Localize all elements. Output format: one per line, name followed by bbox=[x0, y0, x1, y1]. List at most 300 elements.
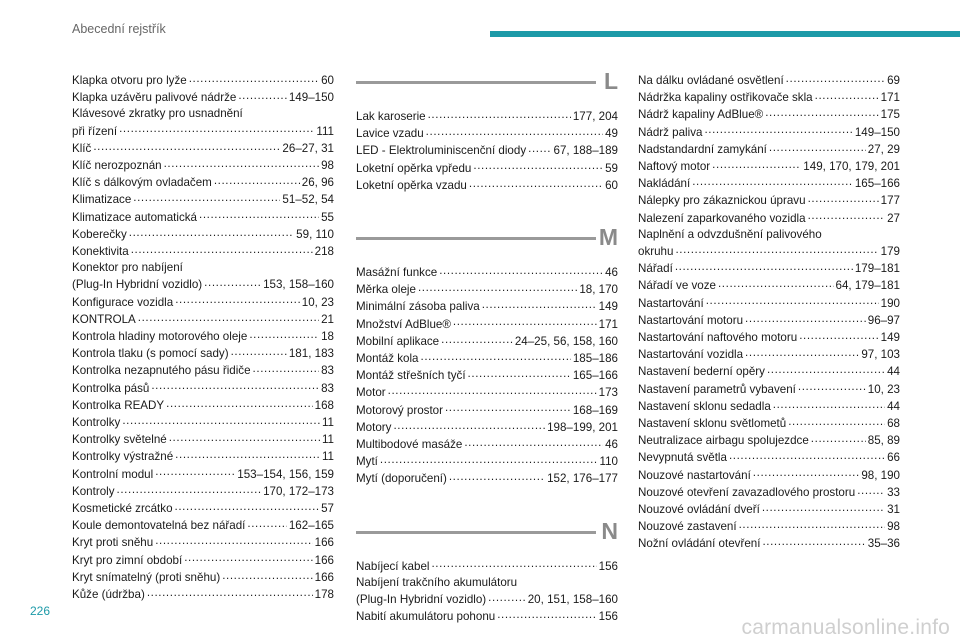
index-entry bbox=[72, 517, 334, 534]
index-entry-pages: 162–165 bbox=[288, 519, 334, 533]
index-entry-pages: 166 bbox=[314, 570, 334, 584]
index-entry-term: Konfigurace vozidla bbox=[72, 295, 174, 309]
dot-leader bbox=[428, 108, 571, 120]
index-entry-pages: 26–27, 31 bbox=[282, 141, 334, 155]
index-entry-pages: 156 bbox=[598, 559, 618, 573]
dot-leader bbox=[418, 281, 577, 293]
dot-leader bbox=[204, 276, 261, 288]
index-entry-term: Měrka oleje bbox=[356, 283, 416, 297]
index-entry bbox=[356, 160, 618, 177]
index-entry-term: Nastartování bbox=[638, 296, 704, 310]
dot-leader bbox=[175, 448, 320, 460]
dot-leader bbox=[222, 569, 312, 581]
index-entry-term: Nádrž kapaliny AdBlue® bbox=[638, 108, 764, 122]
index-entry-pages: 110 bbox=[599, 455, 618, 469]
index-entry-term: Mytí bbox=[356, 455, 378, 469]
index-entry bbox=[72, 243, 334, 260]
index-entry-pages: 46 bbox=[605, 266, 618, 280]
index-entry bbox=[356, 402, 618, 419]
index-entry-pages: 166 bbox=[314, 553, 334, 567]
dot-leader bbox=[431, 558, 596, 570]
index-entry-term: Nastavení bederní opěry bbox=[638, 365, 765, 379]
index-entry bbox=[638, 312, 900, 329]
dot-leader bbox=[767, 363, 885, 375]
section-heading bbox=[356, 68, 618, 104]
index-entry-term: Nářadí ve voze bbox=[638, 279, 716, 293]
index-entry-term-line: Konektor pro nabíjení bbox=[72, 261, 183, 275]
index-entry bbox=[72, 294, 334, 311]
index-entry bbox=[638, 72, 900, 89]
index-entry bbox=[356, 298, 618, 315]
dot-leader bbox=[426, 125, 603, 137]
index-entry-term: Klapka otvoru pro lyže bbox=[72, 74, 187, 87]
index-entry-pages: 198–199, 201 bbox=[547, 420, 618, 434]
index-entry-pages: 44 bbox=[887, 365, 900, 379]
index-entry bbox=[72, 397, 334, 414]
index-entry-term: KONTROLA bbox=[72, 312, 136, 326]
dot-leader bbox=[175, 500, 320, 512]
dot-leader bbox=[808, 192, 879, 204]
index-entry-term: Množství AdBlue® bbox=[356, 317, 451, 331]
index-entry-pages: 168–169 bbox=[572, 403, 618, 417]
watermark: carmanualsonline.info bbox=[741, 616, 950, 639]
index-entry-term: Neutralizace airbagu spolujezdce bbox=[638, 434, 809, 448]
index-entry-term: Masážní funkce bbox=[356, 266, 438, 280]
dot-leader bbox=[704, 124, 852, 136]
dot-leader bbox=[753, 467, 860, 479]
index-entry bbox=[356, 108, 618, 125]
index-entry bbox=[638, 295, 900, 312]
index-entry-pages: 179 bbox=[880, 245, 900, 259]
index-entry-term: Koberečky bbox=[72, 227, 127, 241]
index-entry-pages: 57 bbox=[321, 502, 334, 516]
dot-leader bbox=[497, 608, 596, 620]
index-entry bbox=[356, 142, 618, 159]
dot-leader bbox=[453, 316, 597, 328]
index-entry-pages: 179–181 bbox=[854, 262, 900, 276]
index-entry-pages: 24–25, 56, 158, 160 bbox=[514, 334, 618, 348]
dot-leader bbox=[214, 174, 300, 186]
index-column-3 bbox=[638, 72, 900, 553]
index-entry bbox=[638, 158, 900, 175]
index-entry-pages: 166 bbox=[314, 536, 334, 550]
index-entry-pages: 27 bbox=[887, 211, 900, 225]
index-entry bbox=[638, 124, 900, 141]
dot-leader bbox=[468, 367, 571, 379]
index-entry-term: Nádržka kapaliny ostřikovače skla bbox=[638, 91, 813, 105]
index-entry-term: Nabití akumulátoru pohonu bbox=[356, 610, 496, 624]
index-entry bbox=[356, 608, 618, 625]
index-entry-pages: 168 bbox=[314, 398, 334, 412]
dot-leader bbox=[247, 517, 286, 529]
section-heading bbox=[356, 224, 618, 260]
dot-leader bbox=[449, 470, 545, 482]
index-entry bbox=[638, 141, 900, 158]
dot-leader bbox=[786, 72, 885, 84]
index-entry-term: Kontroly bbox=[72, 484, 115, 498]
index-entry bbox=[638, 449, 900, 466]
index-entry bbox=[72, 448, 334, 465]
section-heading bbox=[356, 518, 618, 554]
index-entry-pages: 171 bbox=[880, 91, 900, 105]
index-entry bbox=[638, 243, 900, 260]
index-entry bbox=[638, 432, 900, 449]
dot-leader bbox=[675, 243, 878, 255]
index-entry bbox=[356, 384, 618, 401]
index-entry-term: Motory bbox=[356, 420, 392, 434]
dot-leader bbox=[421, 350, 571, 362]
index-entry bbox=[72, 362, 334, 379]
index-entry-pages: 171 bbox=[598, 317, 618, 331]
index-entry bbox=[356, 333, 618, 350]
dot-leader bbox=[773, 398, 885, 410]
index-entry-term: Nadstandardní zamykání bbox=[638, 142, 767, 156]
index-entry-pages: 68 bbox=[887, 417, 900, 431]
dot-leader bbox=[482, 298, 597, 310]
index-entry-term: Motor bbox=[356, 386, 386, 400]
index-entry-term: Naftový motor bbox=[638, 160, 711, 174]
dot-leader bbox=[729, 449, 885, 461]
index-entry-pages: 26, 96 bbox=[301, 176, 334, 190]
dot-leader bbox=[249, 328, 319, 340]
index-entry-term: Kontrolky světelné bbox=[72, 433, 167, 447]
dot-leader bbox=[122, 414, 320, 426]
index-entry-pages: 177 bbox=[880, 194, 900, 208]
index-entry-pages: 165–166 bbox=[572, 369, 618, 383]
index-entry-pages: 83 bbox=[321, 364, 334, 378]
index-entry-pages: 46 bbox=[605, 438, 618, 452]
index-entry bbox=[72, 534, 334, 551]
index-entry-term: Nouzové otevření zavazadlového prostoru bbox=[638, 485, 856, 499]
index-entry-term: Nabíjecí kabel bbox=[356, 559, 430, 573]
dot-leader bbox=[380, 453, 598, 465]
dot-leader bbox=[739, 518, 885, 530]
index-entry-term: Kontrolka pásů bbox=[72, 381, 150, 395]
index-entry bbox=[638, 106, 900, 123]
dot-leader bbox=[464, 436, 603, 448]
index-entry-term: Montáž kola bbox=[356, 352, 419, 366]
index-entry-term: Klíč nerozpoznán bbox=[72, 159, 162, 173]
index-entry-term: Mobilní aplikace bbox=[356, 334, 440, 348]
index-entry-pages: 98 bbox=[887, 520, 900, 534]
index-entry-term: Nakládání bbox=[638, 177, 691, 191]
index-column-2 bbox=[356, 68, 618, 625]
index-entry-pages: 173 bbox=[598, 386, 618, 400]
index-entry-pages: 11 bbox=[321, 433, 334, 447]
dot-leader bbox=[117, 483, 262, 495]
index-entry-pages: 44 bbox=[887, 399, 900, 413]
dot-leader bbox=[675, 260, 853, 272]
index-entry bbox=[638, 277, 900, 294]
dot-leader bbox=[712, 158, 801, 170]
dot-leader bbox=[445, 402, 571, 414]
dot-leader bbox=[155, 534, 312, 546]
index-entry bbox=[72, 311, 334, 328]
index-entry-pages: 83 bbox=[321, 381, 334, 395]
dot-leader bbox=[762, 501, 885, 513]
index-entry-term: okruhu bbox=[638, 245, 674, 259]
index-entry-pages: 156 bbox=[598, 610, 618, 624]
section-rule bbox=[356, 81, 596, 84]
section-rule bbox=[356, 237, 596, 240]
dot-leader bbox=[393, 419, 545, 431]
dot-leader bbox=[769, 141, 866, 153]
index-entry bbox=[72, 380, 334, 397]
index-entry-term: Nářadí bbox=[638, 262, 673, 276]
index-entry-pages: 64, 179–181 bbox=[835, 279, 900, 293]
dot-leader bbox=[808, 210, 886, 222]
index-entry-term: Nastartování naftového motoru bbox=[638, 331, 798, 345]
index-entry bbox=[72, 226, 334, 243]
index-entry bbox=[72, 209, 334, 226]
index-entry-pages: 175 bbox=[880, 108, 900, 122]
index-entry-pages: 111 bbox=[316, 124, 334, 138]
section-letter: N bbox=[601, 517, 618, 544]
index-entry bbox=[356, 436, 618, 453]
index-entry-term: Nastavení parametrů vybavení bbox=[638, 382, 796, 396]
index-entry bbox=[72, 140, 334, 157]
index-entry-pages: 27, 29 bbox=[867, 142, 900, 156]
index-entry-pages: 10, 23 bbox=[867, 382, 900, 396]
index-entry-term: Kosmetické zrcátko bbox=[72, 502, 173, 516]
index-entry-term: Kontrolka READY bbox=[72, 398, 165, 412]
dot-leader bbox=[857, 484, 885, 496]
dot-leader bbox=[199, 209, 319, 221]
index-entry-pages: 33 bbox=[887, 485, 900, 499]
index-entry-pages: 218 bbox=[314, 245, 334, 259]
index-entry-term: Minimální zásoba paliva bbox=[356, 300, 480, 314]
dot-leader bbox=[131, 243, 313, 255]
dot-leader bbox=[762, 535, 865, 547]
index-entry-term: Kontrolky výstražné bbox=[72, 450, 174, 464]
index-entry-pages: 51–52, 54 bbox=[282, 193, 334, 207]
index-entry-pages: 18 bbox=[321, 330, 334, 344]
index-entry bbox=[356, 264, 618, 281]
index-column-1 bbox=[72, 72, 334, 603]
index-entry-term: Nevypnutá světla bbox=[638, 451, 727, 465]
dot-leader bbox=[718, 277, 834, 289]
index-entry-term: Nálepky pro zákaznickou úpravu bbox=[638, 194, 806, 208]
index-entry bbox=[638, 398, 900, 415]
dot-leader bbox=[692, 175, 853, 187]
index-entry-pages: 60 bbox=[321, 74, 334, 87]
index-entry bbox=[72, 276, 334, 293]
index-entry bbox=[356, 470, 618, 487]
index-entry-pages: 177, 204 bbox=[572, 110, 618, 123]
section-letter: L bbox=[603, 68, 618, 94]
index-entry-term-line: Klávesové zkratky pro usnadnění bbox=[72, 107, 243, 121]
index-entry-term-line: Nabíjení trakčního akumulátoru bbox=[356, 575, 518, 589]
index-entry-pages: 11 bbox=[321, 450, 334, 464]
index-entry-pages: 49 bbox=[605, 127, 618, 141]
index-entry-term: Mytí (doporučení) bbox=[356, 472, 447, 486]
index-entry-term: Nastartování vozidla bbox=[638, 348, 744, 362]
index-entry-pages: 149–150 bbox=[854, 125, 900, 139]
index-entry-term: Nalezení zaparkovaného vozidla bbox=[638, 211, 806, 225]
index-entry bbox=[638, 518, 900, 535]
index-entry-pages: 153–154, 156, 159 bbox=[237, 467, 334, 481]
index-entry-pages: 170, 172–173 bbox=[263, 484, 334, 498]
dot-leader bbox=[788, 415, 885, 427]
index-entry-pages: 97, 103 bbox=[861, 348, 900, 362]
dot-leader bbox=[164, 157, 320, 169]
index-entry bbox=[638, 484, 900, 501]
index-entry bbox=[72, 345, 334, 362]
dot-leader bbox=[151, 380, 319, 392]
index-entry-term: Lak karoserie bbox=[356, 110, 426, 123]
index-entry-term: Nouzové ovládání dveří bbox=[638, 503, 760, 517]
index-entry-term: Klíč s dálkovým ovladačem bbox=[72, 176, 212, 190]
index-entry-term: Montáž střešních tyčí bbox=[356, 369, 466, 383]
index-entry-term: Kontrolní modul bbox=[72, 467, 154, 481]
dot-leader bbox=[765, 106, 878, 118]
index-entry bbox=[356, 453, 618, 470]
dot-leader bbox=[815, 89, 879, 101]
index-entry-term: Klapka uzávěru palivové nádrže bbox=[72, 91, 237, 105]
index-entry bbox=[638, 535, 900, 552]
index-entry-pages: 10, 23 bbox=[301, 295, 334, 309]
index-entry-pages: 98, 190 bbox=[861, 468, 900, 482]
index-entry bbox=[638, 501, 900, 518]
index-entry-pages: 67, 188–189 bbox=[553, 144, 618, 158]
dot-leader bbox=[138, 311, 319, 323]
index-entry-term: Kůže (údržba) bbox=[72, 588, 145, 602]
index-entry bbox=[72, 123, 334, 140]
dot-leader bbox=[166, 397, 313, 409]
index-entry-term: Kontrolka nezapnutého pásu řidiče bbox=[72, 364, 251, 378]
dot-leader bbox=[169, 431, 320, 443]
index-entry-pages: 149 bbox=[880, 331, 900, 345]
index-entry bbox=[356, 177, 618, 194]
index-entry-term: Nouzové zastavení bbox=[638, 520, 737, 534]
section-spacer bbox=[356, 194, 618, 224]
index-entry bbox=[638, 363, 900, 380]
index-entry-pages: 178 bbox=[314, 588, 334, 602]
index-entry-pages: 190 bbox=[880, 296, 900, 310]
dot-leader bbox=[133, 191, 280, 203]
index-entry bbox=[72, 431, 334, 448]
index-entry-pages: 185–186 bbox=[572, 352, 618, 366]
index-entry bbox=[72, 157, 334, 174]
dot-leader bbox=[798, 381, 866, 393]
index-entry-term: Motorový prostor bbox=[356, 403, 443, 417]
index-entry-term: Nouzové nastartování bbox=[638, 468, 751, 482]
dot-leader bbox=[469, 177, 603, 189]
index-entry-pages: 31 bbox=[887, 503, 900, 517]
dot-leader bbox=[528, 142, 551, 154]
dot-leader bbox=[745, 312, 866, 324]
dot-leader bbox=[439, 264, 603, 276]
index-entry-pages: 152, 176–177 bbox=[547, 472, 618, 486]
index-entry bbox=[72, 466, 334, 483]
index-entry-pages: 21 bbox=[321, 312, 334, 326]
index-entry bbox=[638, 381, 900, 398]
index-entry-term: Lavice vzadu bbox=[356, 127, 424, 141]
index-entry bbox=[72, 569, 334, 586]
index-entry bbox=[638, 210, 900, 227]
dot-leader bbox=[93, 140, 280, 152]
index-entry bbox=[72, 72, 334, 89]
page-number: 226 bbox=[30, 604, 51, 618]
index-entry bbox=[356, 125, 618, 142]
index-entry-term: Konektivita bbox=[72, 245, 129, 259]
dot-leader bbox=[238, 89, 287, 101]
index-entry-pages: 96–97 bbox=[867, 313, 900, 327]
index-entry-term: Klimatizace bbox=[72, 193, 132, 207]
header-accent-bar bbox=[490, 31, 960, 37]
dot-leader bbox=[119, 123, 314, 135]
dot-leader bbox=[155, 466, 235, 478]
index-entry-term: Kontrolky bbox=[72, 416, 121, 430]
index-entry bbox=[638, 260, 900, 277]
index-entry bbox=[638, 89, 900, 106]
dot-leader bbox=[253, 362, 320, 374]
index-entry-term: Nožní ovládání otevření bbox=[638, 537, 761, 551]
index-entry-term: Nastavení sklonu světlometů bbox=[638, 417, 787, 431]
index-entry-term: Loketní opěrka vzadu bbox=[356, 178, 467, 192]
index-entry-pages: 181, 183 bbox=[288, 347, 334, 361]
index-entry-pages: 59 bbox=[605, 161, 618, 175]
dot-leader bbox=[811, 432, 866, 444]
index-entry-term: (Plug-In Hybridní vozidlo) bbox=[72, 278, 203, 292]
index-entry bbox=[356, 558, 618, 575]
index-entry-term: Koule demontovatelná bez nářadí bbox=[72, 519, 246, 533]
index-entry bbox=[638, 192, 900, 209]
index-entry-term: Klíč bbox=[72, 141, 92, 155]
index-entry-pages: 20, 151, 158–160 bbox=[527, 593, 618, 607]
index-entry-term: Kontrola tlaku (s pomocí sady) bbox=[72, 347, 229, 361]
index-entry-term: (Plug-In Hybridní vozidlo) bbox=[356, 593, 487, 607]
index-entry bbox=[72, 174, 334, 191]
index-entry-pages: 85, 89 bbox=[867, 434, 900, 448]
section-spacer bbox=[356, 488, 618, 518]
index-entry-term-line: Naplnění a odvzdušnění palivového bbox=[638, 227, 822, 241]
dot-leader bbox=[706, 295, 879, 307]
dot-leader bbox=[189, 72, 319, 84]
index-entry bbox=[72, 414, 334, 431]
index-entry-pages: 55 bbox=[321, 210, 334, 224]
index-entry bbox=[72, 328, 334, 345]
section-letter: M bbox=[598, 224, 618, 251]
dot-leader bbox=[745, 346, 859, 358]
dot-leader bbox=[388, 384, 597, 396]
index-entry-term: Na dálku ovládané osvětlení bbox=[638, 74, 784, 87]
index-entry bbox=[72, 89, 334, 106]
index-entry bbox=[638, 467, 900, 484]
index-entry-pages: 165–166 bbox=[854, 177, 900, 191]
dot-leader bbox=[799, 329, 878, 341]
index-entry bbox=[356, 367, 618, 384]
index-entry bbox=[72, 483, 334, 500]
index-entry bbox=[638, 415, 900, 432]
index-entry-pages: 149 bbox=[598, 300, 618, 314]
index-entry-pages: 98 bbox=[321, 159, 334, 173]
index-entry-pages: 149, 170, 179, 201 bbox=[803, 160, 900, 174]
index-entry-term: Kontrola hladiny motorového oleje bbox=[72, 330, 248, 344]
index-entry bbox=[356, 591, 618, 608]
index-entry bbox=[638, 346, 900, 363]
index-entry-pages: 18, 170 bbox=[579, 283, 618, 297]
index-entry bbox=[638, 329, 900, 346]
index-entry bbox=[638, 175, 900, 192]
index-entry bbox=[72, 586, 334, 603]
index-entry-term: Klimatizace automatická bbox=[72, 210, 198, 224]
index-entry-term: Kryt proti sněhu bbox=[72, 536, 154, 550]
index-entry-pages: 66 bbox=[887, 451, 900, 465]
index-entry bbox=[356, 316, 618, 333]
index-entry-term: Multibodové masáže bbox=[356, 438, 463, 452]
index-entry-term: Nádrž paliva bbox=[638, 125, 703, 139]
